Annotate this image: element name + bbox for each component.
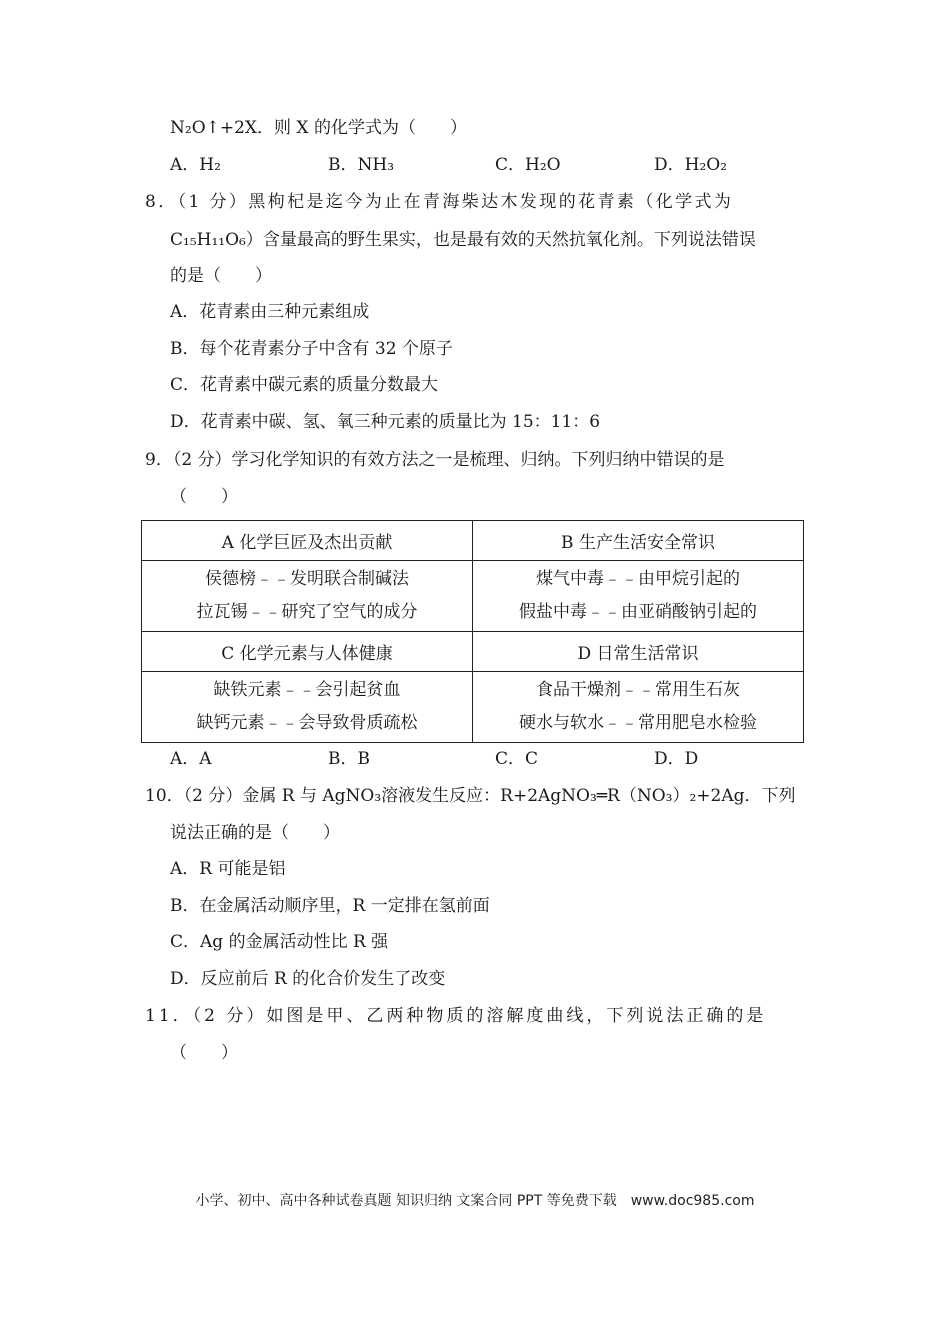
q7-options [170,153,810,177]
q8-stem-line1: 8．（1 分）黑枸杞是迄今为止在青海柴达木发现的花青素（化学式为 [145,192,734,212]
q10-option-a: A．R 可能是铝 [170,859,286,879]
q10-option-c: C．Ag 的金属活动性比 R 强 [170,932,389,952]
q11-stem-line1: 11．（2 分）如图是甲、乙两种物质的溶解度曲线，下列说法正确的是 [145,1006,767,1026]
q8-stem-line2: C₁₅H₁₁O₆）含量最高的野生果实，也是最有效的天然抗氧化剂。下列说法错误 [170,230,756,250]
q9-table-c-body [142,672,473,743]
q9-table-b-item: 煤气中毒﹣﹣由甲烷引起的 [536,569,740,589]
q7-option-c: C．H₂O [495,155,561,175]
q8-option-b: B．每个花青素分子中含有 32 个原子 [170,339,453,359]
q9-table-d-item: 硬水与软水﹣﹣常用肥皂水检验 [519,713,757,733]
q9-table-d-header: D 日常生活常识 [473,632,804,672]
q8-option-d: D．花青素中碳、氢、氧三种元素的质量比为 15：11：6 [170,412,601,432]
q9-table-b-item: 假盐中毒﹣﹣由亚硝酸钠引起的 [519,602,757,622]
q9-table-c-header: C 化学元素与人体健康 [142,632,473,672]
q9-options [170,747,810,771]
q9-knowledge-table [141,520,804,743]
q8-stem-line3: 的是（ ） [170,266,272,286]
q10-stem-line2: 说法正确的是（ ） [170,823,340,843]
q9-table-a-header: A 化学巨匠及杰出贡献 [142,521,473,561]
q8-option-a: A．花青素由三种元素组成 [170,302,370,322]
q9-table-b-body [473,561,804,632]
q9-table-a-item: 侯德榜﹣﹣发明联合制碱法 [205,569,409,589]
page-footer: 小学、初中、高中各种试卷真题 知识归纳 文案合同 PPT 等免费下载 www.doc985.com [195,1193,755,1209]
q9-option-d: D．D [654,749,699,769]
q9-table-a-item: 拉瓦锡﹣﹣研究了空气的成分 [196,602,418,622]
q9-stem-line2: （ ） [170,487,238,507]
q7-tail-text: N₂O↑+2X．则 X 的化学式为（ ） [170,118,467,138]
q9-option-a: A．A [170,749,212,769]
q10-option-d: D．反应前后 R 的化合价发生了改变 [170,969,446,989]
q9-table-a-body [142,561,473,632]
q11-stem-line2: （ ） [170,1043,238,1063]
q9-table-c-item: 缺钙元素﹣﹣会导致骨质疏松 [196,713,418,733]
q10-stem-line1: 10．（2 分）金属 R 与 AgNO₃溶液发生反应：R+2AgNO₃═R（NO₃）₂+2Ag．下列 [145,786,796,806]
q9-table-b-header: B 生产生活安全常识 [473,521,804,561]
q9-option-c: C．C [495,749,539,769]
q10-option-b: B．在金属活动顺序里，R 一定排在氢前面 [170,896,490,916]
q9-table-c-item: 缺铁元素﹣﹣会引起贫血 [213,680,401,700]
q7-option-a: A．H₂ [170,155,221,175]
q9-table-d-item: 食品干燥剂﹣﹣常用生石灰 [536,680,740,700]
q9-stem-line1: 9．（2 分）学习化学知识的有效方法之一是梳理、归纳。下列归纳中错误的是 [145,450,725,470]
q7-option-d: D．H₂O₂ [654,155,728,175]
q7-option-b: B．NH₃ [328,155,395,175]
q9-option-b: B．B [328,749,370,769]
q8-option-c: C．花青素中碳元素的质量分数最大 [170,375,439,395]
q9-table-d-body [473,672,804,743]
